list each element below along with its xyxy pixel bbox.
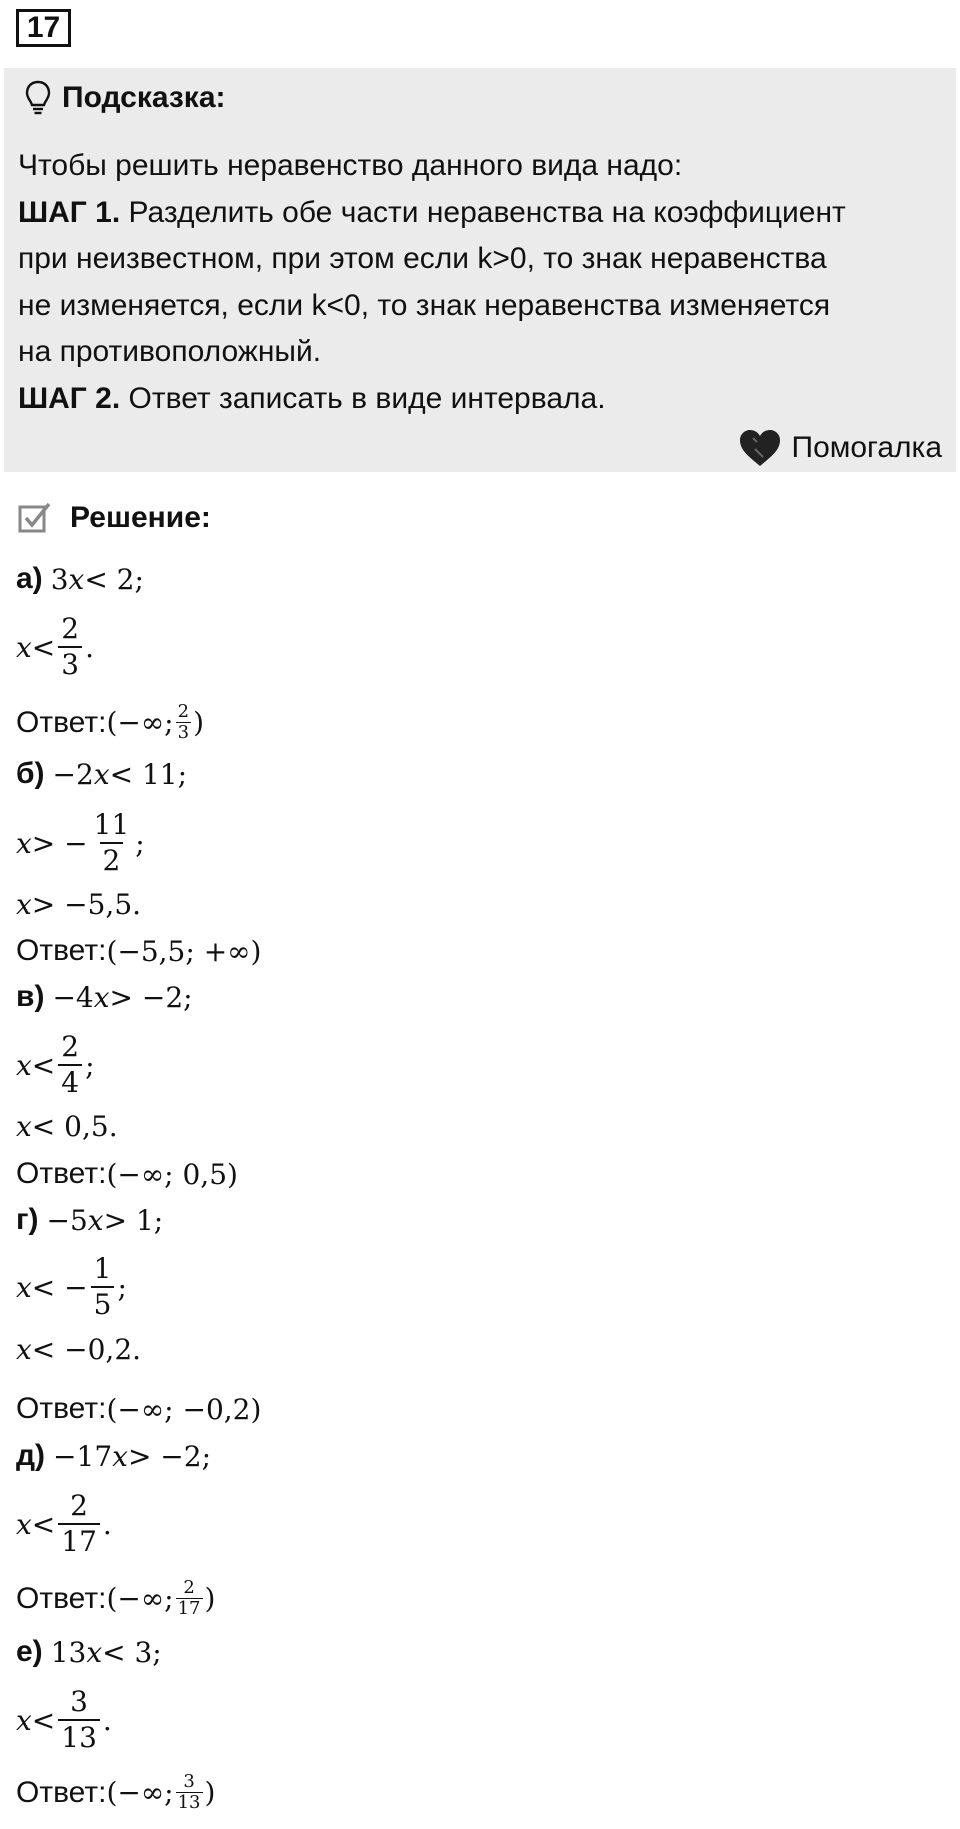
numerator: 1 <box>93 1252 112 1285</box>
result: < −0,2. <box>31 1333 142 1366</box>
fraction <box>58 1685 100 1755</box>
brand-link[interactable] <box>738 426 943 470</box>
step2-label: ШАГ 2. <box>18 381 121 415</box>
coef: −2 <box>52 757 94 791</box>
task-v-step <box>16 1030 95 1100</box>
numerator: 3 <box>70 1685 88 1718</box>
step1-text: Разделить обе части неравенства на коэффициент <box>128 195 846 229</box>
task-a-answer <box>16 702 204 743</box>
punct: . <box>102 1507 112 1541</box>
hint-step1-line2: при неизвестном, при этом если k>0, то знак неравенства <box>18 242 827 275</box>
brand-name: Помогалка <box>791 431 942 464</box>
task-v-equation <box>16 980 193 1014</box>
answer-label: Ответ: <box>16 1157 107 1190</box>
var-x: x <box>16 1048 32 1082</box>
answer-interval: (−∞; 0,5) <box>106 1157 238 1191</box>
lightbulb-icon <box>24 80 52 116</box>
rel: > −2; <box>109 980 193 1014</box>
step2-text: Ответ записать в виде интервала. <box>128 381 606 415</box>
fraction <box>58 1030 82 1100</box>
task-number: 17 <box>16 9 71 47</box>
hint-step1-line1 <box>18 190 938 237</box>
punct: . <box>102 1703 112 1737</box>
denominator: 5 <box>91 1286 115 1322</box>
heart-icon <box>738 428 782 468</box>
denominator: 17 <box>177 1598 201 1619</box>
task-g-result <box>16 1333 141 1366</box>
task-a-label: а) <box>16 562 43 595</box>
task-e-step <box>16 1685 112 1755</box>
task-b-label: б) <box>16 757 45 790</box>
hint-body <box>18 143 938 422</box>
var-x: x <box>16 1270 32 1304</box>
denominator: 4 <box>58 1064 82 1100</box>
coef: 13 <box>50 1635 87 1669</box>
task-g-step <box>16 1252 127 1322</box>
rel: > 1; <box>103 1203 164 1237</box>
solution-header <box>18 498 211 538</box>
task-b-equation <box>16 757 187 791</box>
task-d-equation <box>16 1439 211 1473</box>
task-g-label: г) <box>16 1203 39 1236</box>
punct: ; <box>85 1048 95 1082</box>
task-a-step <box>16 612 94 682</box>
answer-label: Ответ: <box>16 1775 107 1809</box>
punct: ; <box>135 826 145 860</box>
result: < 0,5. <box>31 1110 118 1143</box>
answer-fraction <box>176 1772 203 1813</box>
answer-label: Ответ: <box>16 705 107 739</box>
task-v-label: в) <box>16 980 45 1013</box>
checkbox-icon <box>18 501 52 535</box>
task-g-answer <box>16 1392 261 1426</box>
answer-fraction <box>176 1578 203 1619</box>
denominator: 17 <box>58 1523 100 1559</box>
task-b-answer <box>16 934 261 968</box>
fraction <box>91 1252 115 1322</box>
rel: < 11; <box>109 757 188 791</box>
task-e-equation <box>16 1635 162 1669</box>
solution-title: Решение: <box>70 501 211 534</box>
var-x: x <box>86 1635 103 1669</box>
numerator: 2 <box>61 612 80 645</box>
task-g-equation <box>16 1203 163 1237</box>
answer-interval: (−∞; −0,2) <box>106 1392 262 1426</box>
numerator: 3 <box>183 1771 195 1792</box>
task-b-result <box>16 888 141 921</box>
var-x: x <box>16 1333 32 1366</box>
coef: 3 <box>50 562 69 596</box>
var-x: x <box>16 630 32 664</box>
ans-open: (−∞; <box>106 706 174 739</box>
rel: < <box>31 1507 56 1541</box>
ans-open: (−∞; <box>106 1582 174 1615</box>
denominator: 13 <box>177 1792 201 1813</box>
hint-step2-line <box>18 376 938 423</box>
rel: > − <box>31 826 88 860</box>
rel: < <box>31 1048 56 1082</box>
answer-fraction <box>176 702 191 743</box>
rel: < − <box>31 1270 88 1304</box>
var-x: x <box>93 980 110 1014</box>
rel: < 2; <box>84 562 144 596</box>
numerator: 2 <box>61 1030 80 1063</box>
task-b-step <box>16 808 145 878</box>
denominator: 3 <box>177 722 190 743</box>
ans-close: ) <box>193 706 204 739</box>
hint-step1-line3: не изменяется, если k<0, то знак неравенства изменяется <box>18 288 831 322</box>
denominator: 3 <box>58 646 82 682</box>
punct: ; <box>117 1270 127 1304</box>
numerator: 2 <box>70 1489 88 1522</box>
task-d-answer <box>16 1578 215 1619</box>
var-x: x <box>68 562 85 596</box>
rel: < <box>31 630 56 664</box>
answer-label: Ответ: <box>16 1581 107 1615</box>
fraction <box>58 612 82 682</box>
var-x: x <box>87 1203 104 1237</box>
hint-title: Подсказка: <box>62 81 226 114</box>
hint-step1-line4: на противоположный. <box>18 335 322 368</box>
task-e-answer <box>16 1772 215 1813</box>
task-v-answer <box>16 1157 238 1191</box>
var-x: x <box>16 888 32 921</box>
task-e-label: е) <box>16 1635 43 1668</box>
step1-label: ШАГ 1. <box>18 195 121 229</box>
rel: < <box>31 1703 56 1737</box>
var-x: x <box>112 1439 128 1473</box>
denominator: 2 <box>100 842 124 878</box>
numerator: 2 <box>177 701 190 722</box>
fraction <box>91 808 133 878</box>
var-x: x <box>16 826 32 860</box>
var-x: x <box>16 1507 32 1541</box>
coef: −4 <box>52 980 94 1014</box>
task-a-equation <box>16 562 144 596</box>
rel: > −2; <box>127 1439 212 1473</box>
hint-panel <box>4 68 956 472</box>
answer-label: Ответ: <box>16 1392 107 1425</box>
task-v-result <box>16 1110 118 1143</box>
coef: −5 <box>46 1203 88 1237</box>
hint-header <box>24 78 226 118</box>
denominator: 13 <box>58 1719 100 1755</box>
result: > −5,5. <box>31 888 142 921</box>
var-x: x <box>16 1110 32 1143</box>
fraction <box>58 1489 100 1559</box>
var-x: x <box>93 757 110 791</box>
var-x: x <box>16 1703 32 1737</box>
hint-intro: Чтобы решить неравенство данного вида надо: <box>18 149 683 182</box>
numerator: 11 <box>93 808 130 841</box>
ans-open: (−∞; <box>106 1776 174 1809</box>
task-d-label: д) <box>16 1439 46 1472</box>
ans-close: ) <box>204 1776 216 1809</box>
numerator: 2 <box>183 1577 195 1598</box>
answer-interval: (−5,5; +∞) <box>106 934 262 968</box>
punct: . <box>85 630 94 664</box>
task-d-step <box>16 1489 112 1559</box>
ans-close: ) <box>204 1582 216 1615</box>
coef: −17 <box>53 1439 113 1473</box>
rel: < 3; <box>102 1635 162 1669</box>
answer-label: Ответ: <box>16 934 107 967</box>
